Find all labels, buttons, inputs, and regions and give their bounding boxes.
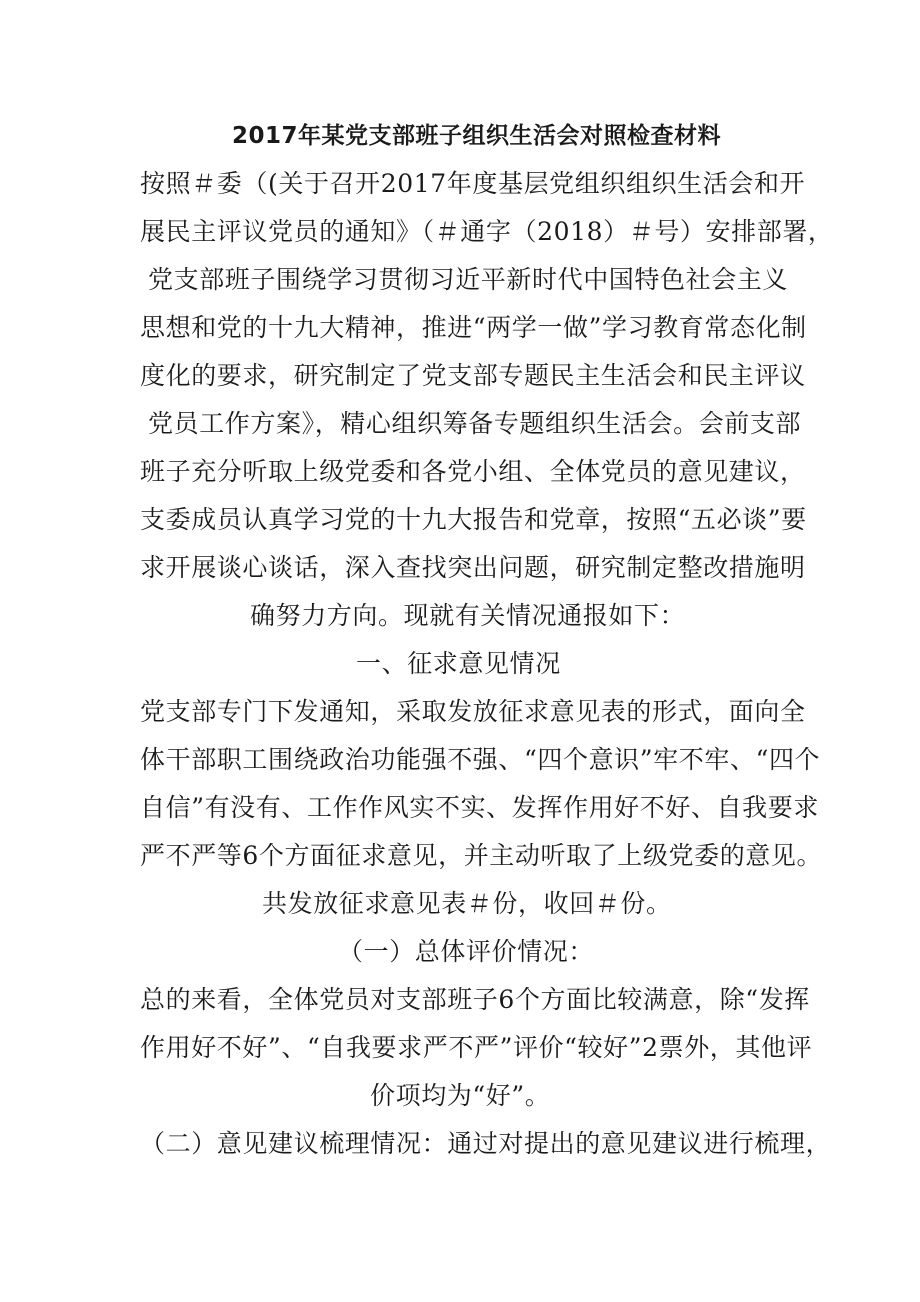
intro-line: 支委成员认真学习党的十九大报告和党章，按照“五必谈”要 xyxy=(140,505,807,534)
subsection-line: 作用好不好”、“自我要求严不严”评价“较好”2票外，其他评 xyxy=(140,1033,813,1062)
section-line: 体干部职工围绕政治功能强不强、“四个意识”牢不牢、“四个 xyxy=(140,745,821,774)
subsection-line: 价项均为“好”。 xyxy=(370,1081,551,1110)
intro-line: 党员工作方案》，精心组织筹备专题组织生活会。会前支部 xyxy=(148,409,802,438)
intro-line: 展民主评议党员的通知》（＃通字（2018）＃号）安排部署， xyxy=(140,217,834,246)
subsection-heading: （一）总体评价情况： xyxy=(338,937,595,966)
section-line: 严不严等6个方面征求意见，并主动听取了上级党委的意见。 xyxy=(140,841,823,870)
intro-line: 按照＃委（(关于召开2017年度基层党组织组织生活会和开 xyxy=(140,169,806,198)
subsection-heading: （二）意见建议梳理情况：通过对提出的意见建议进行梳理， xyxy=(140,1129,832,1158)
section-heading: 一、征求意见情况 xyxy=(356,649,561,678)
document-title: 2017年某党支部班子组织生活会对照检查材料 xyxy=(232,123,722,149)
intro-line: 度化的要求，研究制定了党支部专题民主生活会和民主评议 xyxy=(140,361,806,390)
intro-line: 思想和党的十九大精神，推进“两学一做”学习教育常态化制 xyxy=(140,313,807,342)
intro-line: 党支部班子围绕学习贯彻习近平新时代中国特色社会主义 xyxy=(148,265,789,294)
intro-line: 班子充分听取上级党委和各党小组、全体党员的意见建议， xyxy=(140,457,806,486)
subsection-line: 总的来看，全体党员对支部班子6个方面比较满意，除“发挥 xyxy=(140,985,810,1014)
section-line: 自信”有没有、工作作风实不实、发挥作用好不好、自我要求 xyxy=(140,793,819,822)
intro-line: 确努力方向。现就有关情况通报如下： xyxy=(250,601,686,630)
section-line: 共发放征求意见表＃份，收回＃份。 xyxy=(262,889,672,918)
section-line: 党支部专门下发通知，采取发放征求意见表的形式，面向全 xyxy=(140,697,806,726)
intro-line: 求开展谈心谈话，深入查找突出问题，研究制定整改措施明 xyxy=(140,553,806,582)
